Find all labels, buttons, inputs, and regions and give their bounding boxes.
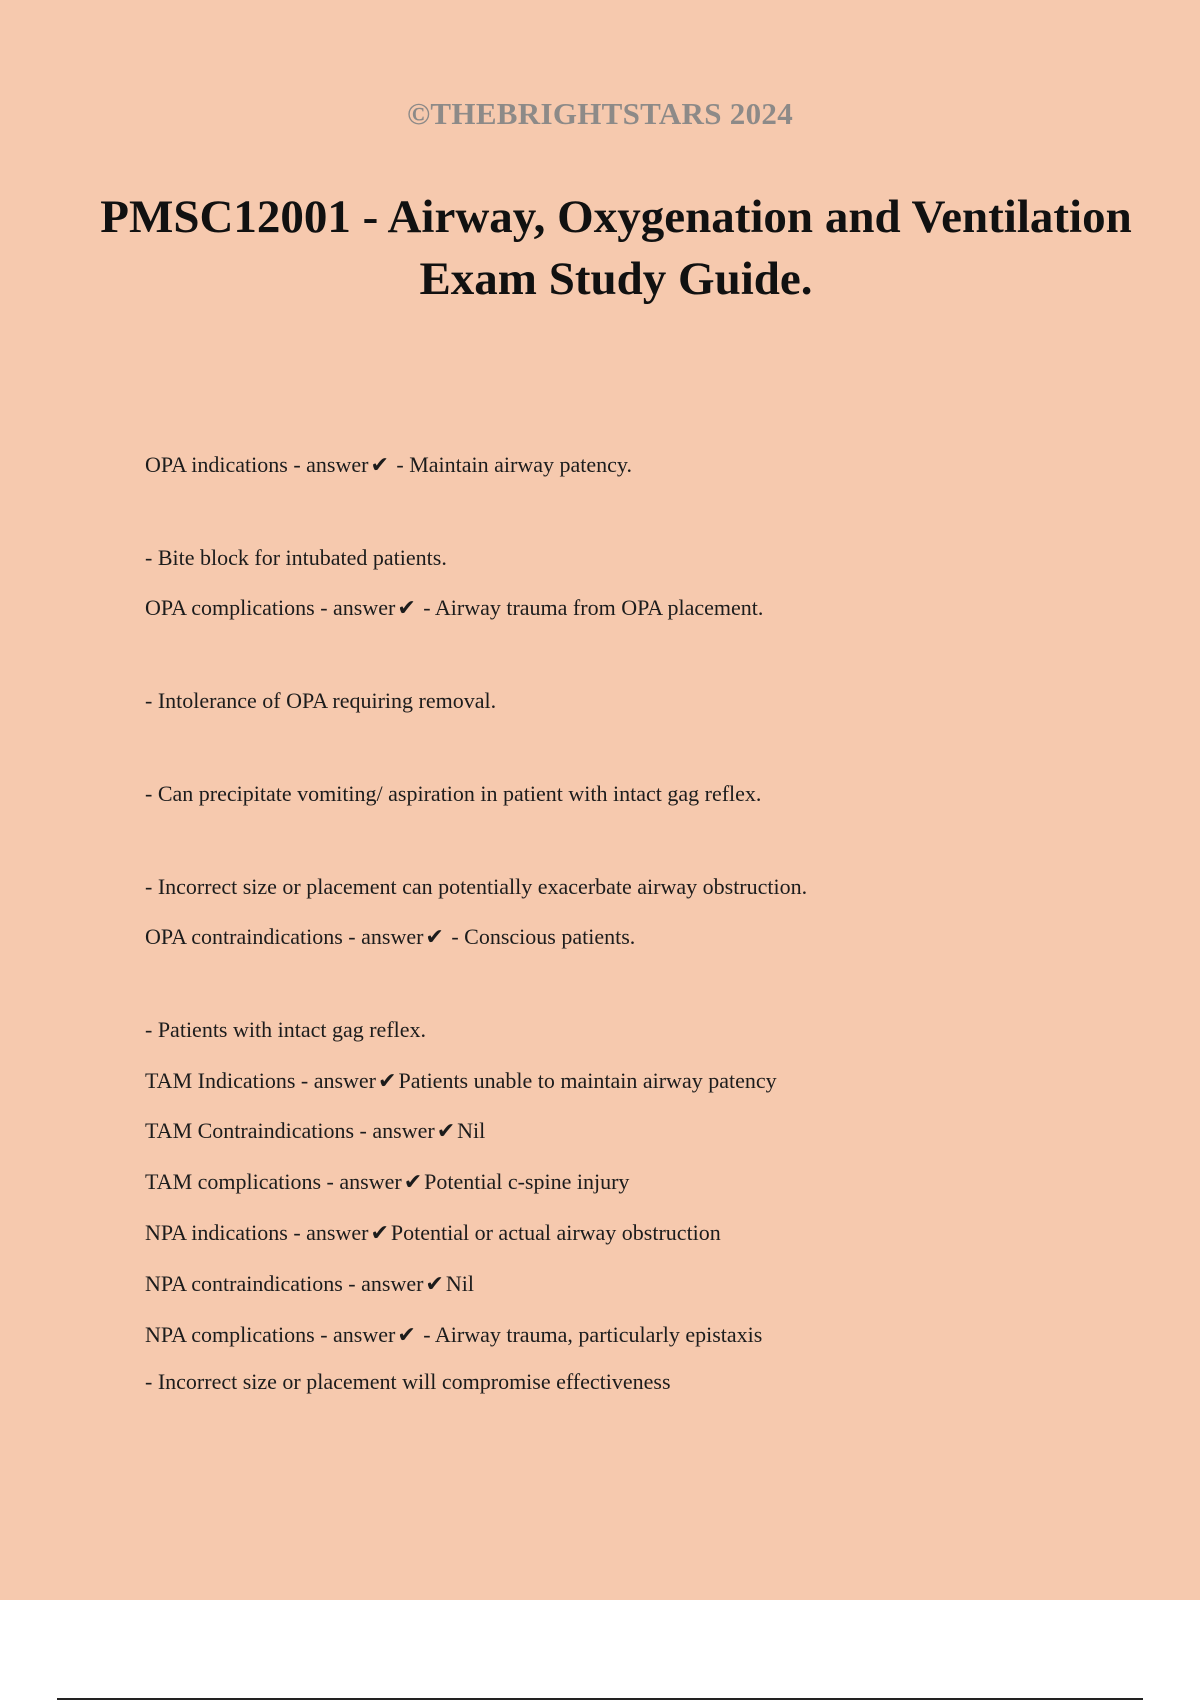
qa-line [145, 451, 632, 480]
question-text: NPA indications - answer [145, 1220, 369, 1245]
page-title: PMSC12001 - Airway, Oxygenation and Ventilation Exam Study Guide. [100, 191, 1132, 305]
bullet-line: - Patients with intact gag reflex. [145, 1017, 427, 1042]
question-text: NPA contraindications - answer [145, 1271, 424, 1296]
question-text: NPA complications - answer [145, 1322, 396, 1347]
answer-text: Nil [445, 1271, 474, 1296]
answer-text: Nil [457, 1118, 486, 1143]
check-mark-icon: ✔ [370, 453, 389, 478]
check-mark-icon: ✔ [370, 1221, 389, 1246]
check-mark-icon: ✔ [378, 1069, 397, 1094]
bullet-line: - Bite block for intubated patients. [145, 545, 447, 570]
qa-line [145, 1067, 777, 1096]
answer-text: Patients unable to maintain airway patency [398, 1068, 777, 1093]
question-text: OPA contraindications - answer [145, 924, 424, 949]
check-mark-icon: ✔ [436, 1119, 456, 1144]
question-text: TAM Contraindications - answer [145, 1118, 435, 1143]
question-text: TAM complications - answer [145, 1169, 402, 1194]
question-text: OPA complications - answer [145, 595, 396, 620]
answer-text: - Airway trauma from OPA placement. [417, 595, 764, 620]
qa-line [145, 1270, 474, 1299]
bullet-line: - Incorrect size or placement will compromise effectiveness [145, 1369, 671, 1394]
qa-line [145, 923, 635, 952]
qa-line [145, 594, 763, 623]
qa-line [145, 1219, 721, 1248]
bullet-line: - Incorrect size or placement can potentially exacerbate airway obstruction. [145, 874, 808, 899]
bullet-line: - Can precipitate vomiting/ aspiration in patient with intact gag reflex. [145, 781, 762, 806]
copyright-watermark: ©THEBRIGHTSTARS 2024 [406, 96, 794, 131]
answer-text: Potential c-spine injury [424, 1169, 630, 1194]
answer-text: - Airway trauma, particularly epistaxis [417, 1322, 763, 1347]
qa-line [145, 1321, 762, 1350]
question-text: OPA indications - answer [145, 452, 369, 477]
answer-text: - Maintain airway patency. [390, 452, 632, 477]
check-mark-icon: ✔ [425, 1272, 444, 1297]
qa-line [145, 1117, 485, 1146]
answer-text: Potential or actual airway obstruction [390, 1220, 721, 1245]
bullet-line: - Intolerance of OPA requiring removal. [145, 688, 497, 713]
check-mark-icon: ✔ [403, 1170, 423, 1195]
question-text: TAM Indications - answer [145, 1068, 377, 1093]
check-mark-icon: ✔ [425, 925, 444, 950]
check-mark-icon: ✔ [397, 596, 416, 621]
qa-line [145, 1168, 629, 1197]
check-mark-icon: ✔ [397, 1323, 416, 1348]
answer-text: - Conscious patients. [445, 924, 636, 949]
